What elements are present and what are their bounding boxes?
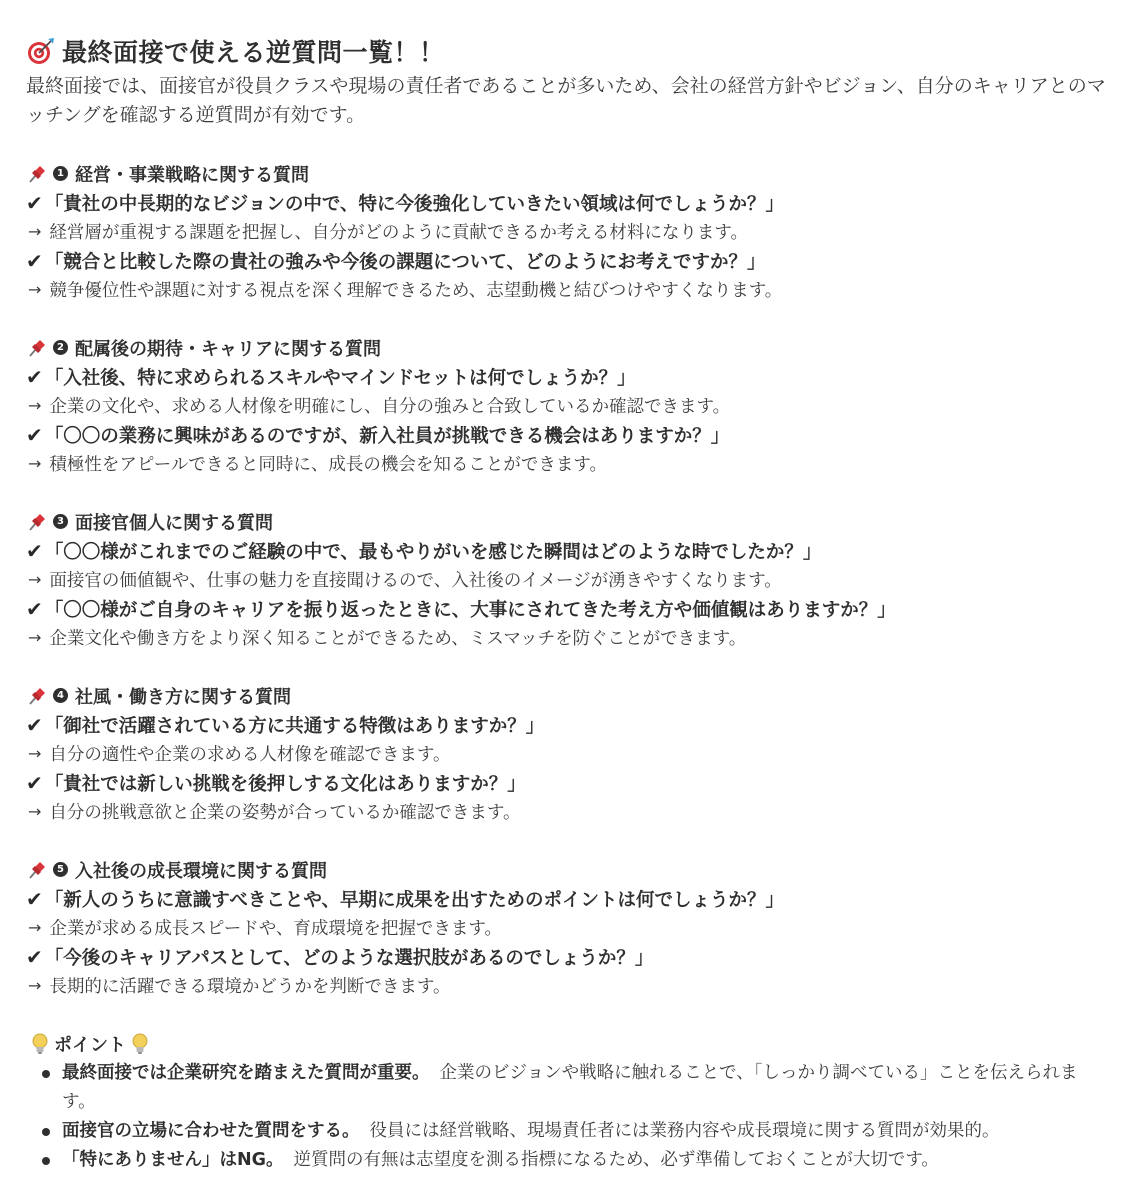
answer-text: 自分の挑戦意欲と企業の姿勢が合っているか確認できます。 (49, 803, 521, 823)
bullet-dot (42, 1070, 50, 1078)
section-number-badge: 1 (53, 166, 68, 181)
points-heading (26, 1029, 1111, 1059)
question-line (26, 536, 1111, 565)
answer-text: 長期的に活躍できる環境かどうかを判断できます。 (49, 977, 451, 997)
question-text: 「入社後、特に求められるスキルやマインドセットは何でしょうか？」 (44, 367, 636, 389)
section-number-badge: 5 (53, 862, 68, 877)
section-heading-text: 経営・事業戦略に関する質問 (75, 164, 309, 186)
section-heading (26, 507, 1111, 536)
answer-line (26, 217, 1111, 246)
point-bold-text: 「特にありません」はNG。 (62, 1150, 284, 1170)
section-number-badge: 2 (53, 340, 68, 355)
question-line (26, 362, 1111, 391)
answer-text: 積極性をアピールできると同時に、成長の機会を知ることができます。 (49, 455, 607, 475)
question-text: 「〇〇様がこれまでのご経験の中で、最もやりがいを感じた瞬間はどのような時でしたか？」 (44, 541, 822, 563)
answer-line (26, 275, 1111, 304)
question-text: 「新人のうちに意識すべきことや、早期に成果を出すためのポイントは何でしょうか？」 (44, 889, 785, 911)
question-text: 「競合と比較した際の貴社の強みや今後の課題について、どのようにお考えですか？」 (44, 251, 766, 273)
question-line (26, 246, 1111, 275)
check-mark-icon: ✔ (26, 770, 43, 795)
answer-text: 企業文化や働き方をより深く知ることができるため、ミスマッチを防ぐことができます。 (49, 629, 747, 649)
dart-target-icon (26, 36, 56, 66)
answer-text: 競争優位性や課題に対する視点を深く理解できるため、志望動機と結びつけやすくなります。 (49, 281, 783, 301)
section-block (26, 507, 1111, 652)
check-mark-icon: ✔ (26, 422, 43, 447)
question-line (26, 942, 1111, 971)
question-text: 「貴社の中長期的なビジョンの中で、特に今後強化していきたい領域は何でしょうか？」 (44, 193, 785, 215)
section-heading (26, 159, 1111, 188)
question-text: 「御社で活躍されている方に共通する特徴はありますか？」 (44, 715, 545, 737)
answer-line (26, 565, 1111, 594)
check-mark-icon: ✔ (26, 712, 43, 737)
question-text: 「〇〇の業務に興味があるのですが、新入社員が挑戦できる機会はありますか？」 (44, 425, 730, 447)
section-heading (26, 855, 1111, 884)
answer-line (26, 449, 1111, 478)
arrow-right-icon: → (28, 802, 42, 821)
check-mark-icon: ✔ (26, 596, 43, 621)
point-text: 役員には経営戦略、現場責任者には業務内容や成長環境に関する質問が効果的。 (369, 1121, 1000, 1141)
points-section (26, 1029, 1111, 1175)
check-mark-icon: ✔ (26, 538, 43, 563)
lightbulb-icon (130, 1032, 150, 1056)
section-number-badge: 4 (53, 688, 68, 703)
answer-line (26, 391, 1111, 420)
section-heading-text: 入社後の成長環境に関する質問 (75, 860, 327, 882)
section-block (26, 159, 1111, 304)
bullet-dot (42, 1128, 50, 1136)
intro-paragraph: 最終面接では、面接官が役員クラスや現場の責任者であることが多いため、会社の経営方針やビジョン、自分のキャリアとのマッチングを確認する逆質問が有効です。 (26, 75, 1106, 126)
section-heading-text: 社風・働き方に関する質問 (75, 686, 291, 708)
question-line (26, 710, 1111, 739)
pushpin-icon (26, 163, 48, 185)
point-bold-text: 最終面接では企業研究を踏まえた質問が重要。 (62, 1063, 430, 1083)
answer-line (26, 971, 1111, 1000)
arrow-right-icon: → (28, 222, 42, 241)
section-number-badge: 3 (53, 514, 68, 529)
pushpin-icon (26, 859, 48, 881)
arrow-right-icon: → (28, 454, 42, 473)
question-text: 「今後のキャリアパスとして、どのような選択肢があるのでしょうか？」 (44, 947, 654, 969)
point-bold-text: 面接官の立場に合わせた質問をする。 (62, 1121, 360, 1141)
check-mark-icon: ✔ (26, 248, 43, 273)
section-block (26, 855, 1111, 1000)
check-mark-icon: ✔ (26, 944, 43, 969)
arrow-right-icon: → (28, 280, 42, 299)
point-item (42, 1146, 1111, 1175)
section-heading (26, 681, 1111, 710)
answer-line (26, 913, 1111, 942)
question-line (26, 420, 1111, 449)
title-row (26, 34, 1111, 68)
arrow-right-icon: → (28, 918, 42, 937)
answer-text: 自分の適性や企業の求める人材像を確認できます。 (49, 745, 451, 765)
answer-line (26, 623, 1111, 652)
question-line (26, 188, 1111, 217)
answer-text: 企業が求める成長スピードや、育成環境を把握できます。 (49, 919, 502, 939)
point-item (42, 1059, 1111, 1117)
sections-container (26, 159, 1111, 1000)
points-list (26, 1059, 1111, 1175)
check-mark-icon: ✔ (26, 886, 43, 911)
point-text: 逆質問の有無は志望度を測る指標になるため、必ず準備しておくことが大切です。 (293, 1150, 939, 1170)
section-heading-text: 面接官個人に関する質問 (75, 512, 273, 534)
arrow-right-icon: → (28, 976, 42, 995)
pushpin-icon (26, 685, 48, 707)
point-item (42, 1117, 1111, 1146)
pushpin-icon (26, 337, 48, 359)
lightbulb-icon (30, 1032, 50, 1056)
arrow-right-icon: → (28, 744, 42, 763)
question-line (26, 768, 1111, 797)
answer-line (26, 797, 1111, 826)
answer-text: 企業の文化や、求める人材像を明確にし、自分の強みと合致しているか確認できます。 (49, 397, 731, 417)
pushpin-icon (26, 511, 48, 533)
arrow-right-icon: → (28, 628, 42, 647)
bullet-dot (42, 1157, 50, 1165)
check-mark-icon: ✔ (26, 190, 43, 215)
answer-text: 経営層が重視する課題を把握し、自分がどのように貢献できるか考える材料になります。 (49, 223, 749, 243)
section-heading-text: 配属後の期待・キャリアに関する質問 (75, 338, 381, 360)
point-text: 企業のビジョンや戦略に触れることで、「しっかり調べている」ことを伝えられます。 (62, 1063, 1078, 1112)
points-title: ポイント (54, 1035, 126, 1056)
question-line (26, 594, 1111, 623)
answer-line (26, 739, 1111, 768)
page-title: 最終面接で使える逆質問一覧！！ (62, 38, 445, 67)
question-text: 「〇〇様がご自身のキャリアを振り返ったときに、大事にされてきた考え方や価値観はありますか？」 (44, 599, 896, 621)
section-heading (26, 333, 1111, 362)
section-block (26, 333, 1111, 478)
arrow-right-icon: → (28, 570, 42, 589)
answer-text: 面接官の価値観や、仕事の魅力を直接聞けるので、入社後のイメージが湧きやすくなります。 (49, 571, 782, 591)
arrow-right-icon: → (28, 396, 42, 415)
question-line (26, 884, 1111, 913)
check-mark-icon: ✔ (26, 364, 43, 389)
section-block (26, 681, 1111, 826)
question-text: 「貴社では新しい挑戦を後押しする文化はありますか？」 (44, 773, 526, 795)
